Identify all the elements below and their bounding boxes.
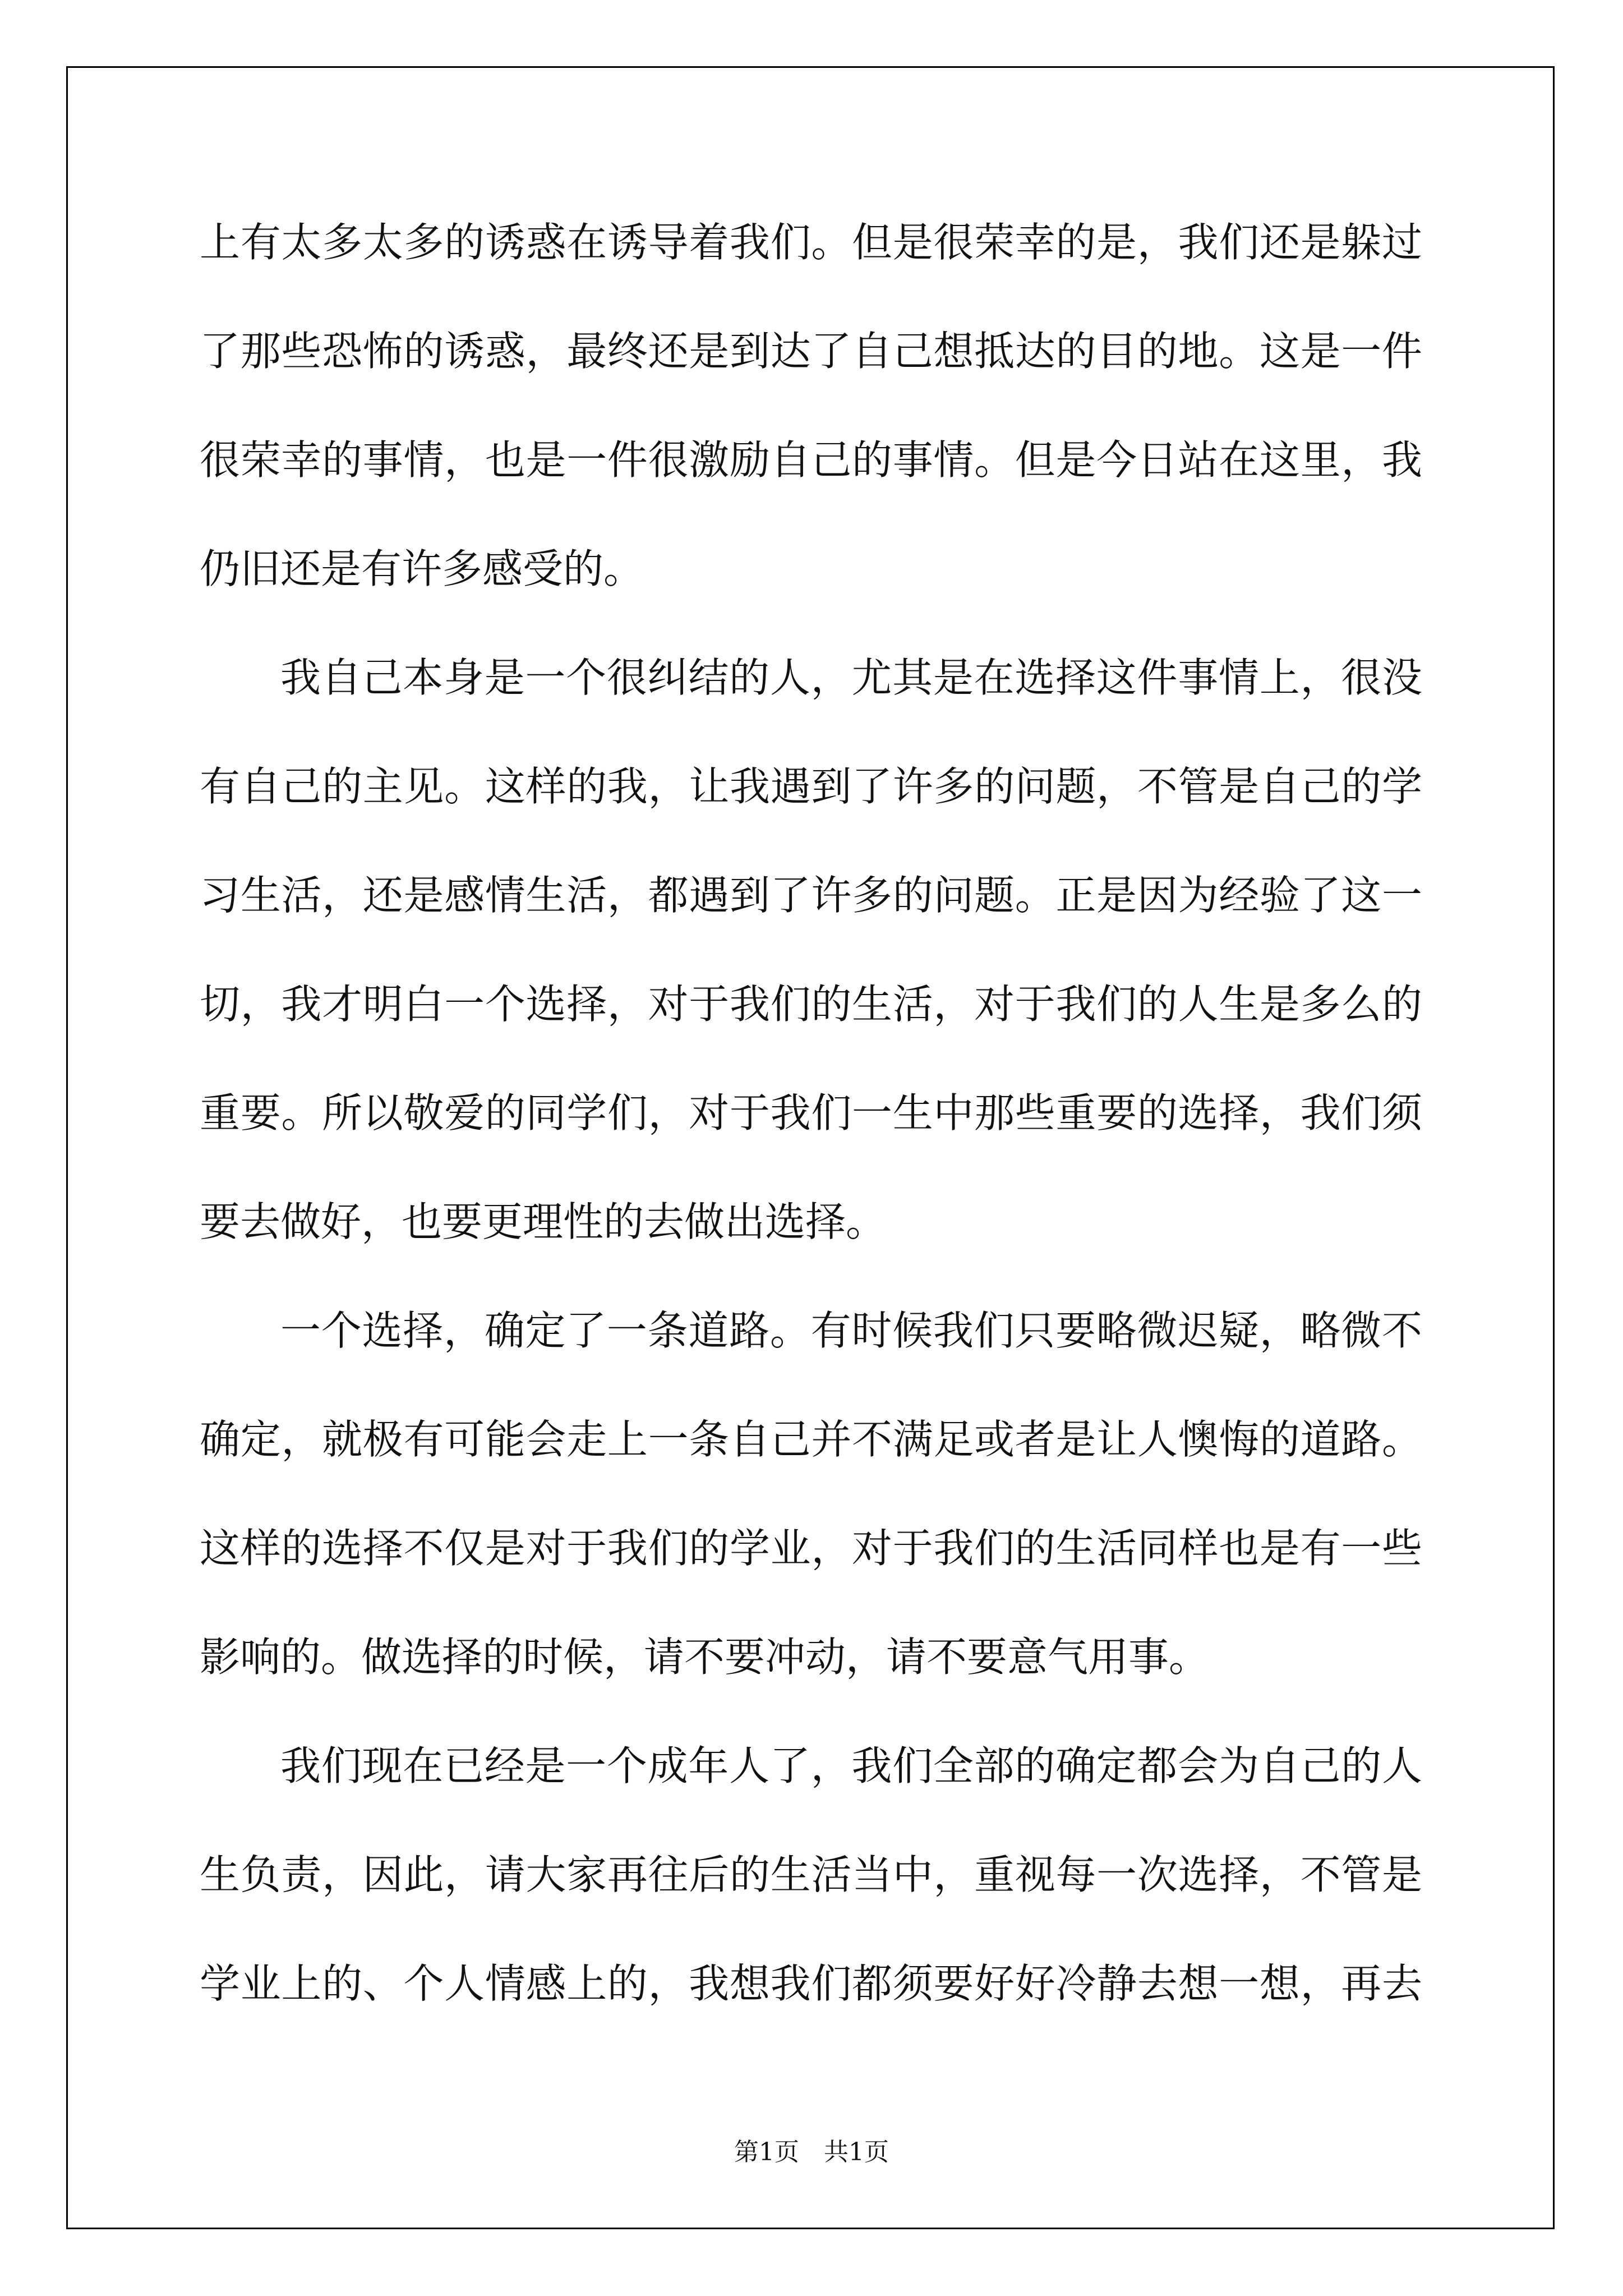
page-footer: 第1页 共1页 [734, 2138, 889, 2166]
text-line: 很荣幸的事情，也是一件很激励自己的事情。但是今日站在这里，我 [200, 436, 1422, 484]
text-line: 我们现在已经是一个成年人了，我们全部的确定都会为自己的人 [280, 1742, 1422, 1789]
text-line: 生负责，因此，请大家再往后的生活当中，重视每一次选择，不管是 [200, 1851, 1422, 1898]
text-line: 切，我才明白一个选择，对于我们的生活，对于我们的人生是多么的 [200, 981, 1422, 1028]
text-line: 习生活，还是感情生活，都遇到了许多的问题。正是因为经验了这一 [200, 872, 1422, 919]
text-line: 学业上的、个人情感上的，我想我们都须要好好冷静去想一想，再去 [200, 1960, 1422, 2007]
text-line: 确定，就极有可能会走上一条自己并不满足或者是让人懊悔的道路。 [200, 1416, 1422, 1463]
text-line: 影响的。做选择的时候，请不要冲动，请不要意气用事。 [200, 1634, 1210, 1681]
text-line: 上有太多太多的诱惑在诱导着我们。但是很荣幸的是，我们还是躲过 [200, 219, 1422, 266]
text-line: 一个选择，确定了一条道路。有时候我们只要略微迟疑，略微不 [280, 1307, 1422, 1354]
text-line: 我自己本身是一个很纠结的人，尤其是在选择这件事情上，很没 [280, 654, 1422, 701]
text-line: 有自己的主见。这样的我，让我遇到了许多的问题，不管是自己的学 [200, 763, 1422, 810]
text-line: 了那些恐怖的诱惑，最终还是到达了自己想抵达的目的地。这是一件 [200, 328, 1422, 375]
text-line: 要去做好，也要更理性的去做出选择。 [200, 1198, 887, 1245]
text-line: 仍旧还是有许多感受的。 [200, 545, 644, 592]
text-line: 重要。所以敬爱的同学们，对于我们一生中那些重要的选择，我们须 [200, 1089, 1422, 1137]
text-line: 这样的选择不仅是对于我们的学业，对于我们的生活同样也是有一些 [200, 1525, 1422, 1572]
document-body [200, 209, 1422, 2059]
